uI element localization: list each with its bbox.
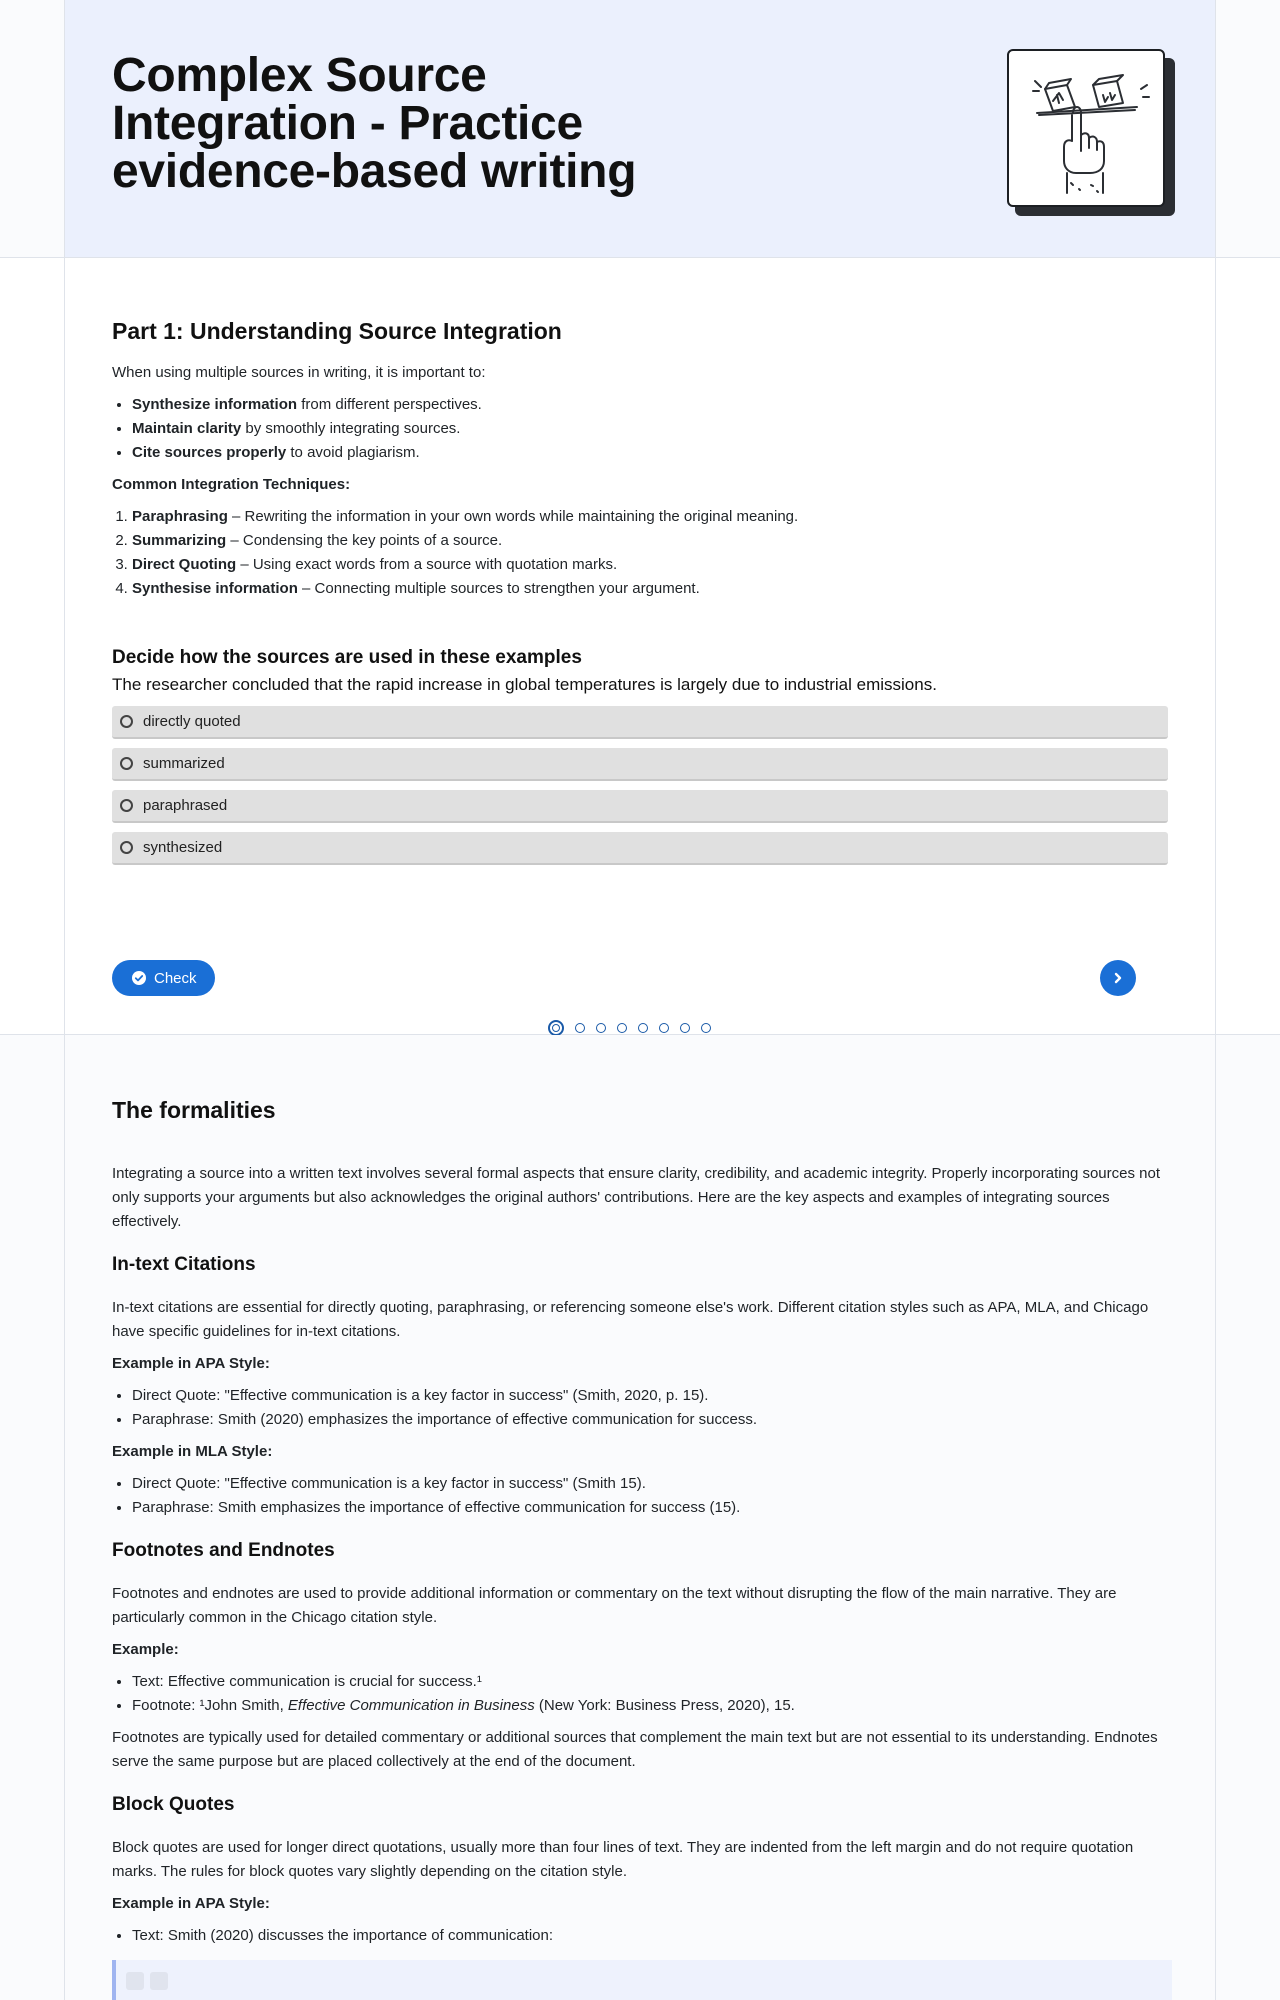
list-item: • Paraphrase: Smith (2020) emphasizes the importance of effective communication for success. <box>132 1408 1168 1432</box>
list-item: • Footnote: ¹John Smith, Effective Communication in Business (New York: Business Press, 2020), 15. <box>132 1694 1168 1718</box>
page-dot[interactable] <box>659 1023 669 1033</box>
radio-icon[interactable] <box>120 757 133 770</box>
footnotes-example-label: Example: <box>112 1641 179 1658</box>
quiz-option[interactable]: paraphrased <box>112 790 1168 823</box>
blockquotes-heading: Block Quotes <box>112 1794 235 1815</box>
list-item: • Direct Quote: "Effective communication is a key factor in success" (Smith, 2020, p. 15). <box>132 1384 1168 1408</box>
part1-content <box>112 318 1168 987</box>
list-item: • Text: Effective communication is crucial for success.¹ <box>132 1670 1168 1694</box>
blockquotes-text: Block quotes are used for longer direct quotations, usually more than four lines of text. They are indented from the left margin and do not require quotation marks. The rules for block quotes vary slightly depending on the citation style. <box>112 1839 1134 1880</box>
left-rail <box>64 0 65 2000</box>
page-dot[interactable] <box>596 1023 606 1033</box>
list-item: • Paraphrase: Smith emphasizes the importance of effective communication for success (15). <box>132 1496 1168 1520</box>
list-item: • Text: Smith (2020) discusses the importance of communication: <box>132 1924 1168 1948</box>
radio-icon[interactable] <box>120 715 133 728</box>
blockquotes-list <box>112 1924 1168 1948</box>
mla-label: Example in MLA Style: <box>112 1443 273 1460</box>
list-item: 2. Summarizing – Condensing the key points of a source. <box>132 529 1168 553</box>
pagination-dots <box>548 1020 711 1036</box>
list-item: 1. Paraphrasing – Rewriting the information in your own words while maintaining the original meaning. <box>132 505 1168 529</box>
page-title: Complex Source Integration - Practice evidence-based writing <box>112 49 637 198</box>
formalities-heading: The formalities <box>112 1097 276 1123</box>
quiz-option[interactable]: synthesized <box>112 832 1168 865</box>
check-button-label: Check <box>154 969 197 987</box>
right-rail <box>1215 0 1216 2000</box>
techniques-list <box>112 505 1168 601</box>
apa-label: Example in APA Style: <box>112 1355 270 1372</box>
quiz-options <box>112 706 1168 865</box>
footnotes-text: Footnotes and endnotes are used to provide additional information or commentary on the text without disrupting the flow of the main narrative. They are particularly common in the Chicago citation style. <box>112 1585 1117 1626</box>
check-circle-icon <box>132 971 146 985</box>
list-item: • Direct Quote: "Effective communication is a key factor in success" (Smith 15). <box>132 1472 1168 1496</box>
page-dot[interactable] <box>548 1020 564 1036</box>
quiz-option[interactable]: summarized <box>112 748 1168 781</box>
block-quote-placeholder <box>150 1972 168 1990</box>
page-dot[interactable] <box>638 1023 648 1033</box>
list-item: • Synthesize information from different perspectives. <box>132 393 1168 417</box>
intext-text: In-text citations are essential for directly quoting, paraphrasing, or referencing someone else's work. Different citation styles such as APA, MLA, and Chicago have specific guidelines for in-text citations. <box>112 1299 1149 1340</box>
radio-icon[interactable] <box>120 841 133 854</box>
block-quote-wrapper <box>112 1960 1168 2000</box>
block-quote-placeholder <box>126 1972 144 1990</box>
page-dot[interactable] <box>701 1023 711 1033</box>
formalities-intro: Integrating a source into a written text involves several formal aspects that ensure clarity, credibility, and academic integrity. Properly incorporating sources not only supports your arguments but also acknowledges the original authors' contributions. Here are the key aspects and examples of integrating sources effectively. <box>112 1165 1160 1230</box>
radio-icon[interactable] <box>120 799 133 812</box>
mla-list <box>112 1472 1168 1520</box>
footnotes-heading: Footnotes and Endnotes <box>112 1540 335 1561</box>
list-item: 4. Synthesise information – Connecting multiple sources to strengthen your argument. <box>132 577 1168 601</box>
footnotes-after: Footnotes are typically used for detailed commentary or additional sources that complement the main text but are not essential to its understanding. Endnotes serve the same purpose but are placed collectively at the end of the document. <box>112 1729 1158 1770</box>
formalities-content <box>112 1097 1168 2000</box>
part1-bullets <box>112 393 1168 465</box>
intext-heading: In-text Citations <box>112 1254 256 1275</box>
footnotes-list <box>112 1670 1168 1718</box>
chevron-right-icon <box>1111 971 1125 985</box>
part1-heading: Part 1: Understanding Source Integration <box>112 318 562 344</box>
hand-balancing-boxes-icon <box>1009 51 1163 205</box>
formalities-section <box>0 1035 1280 2000</box>
list-item: • Cite sources properly to avoid plagiarism. <box>132 441 1168 465</box>
check-button[interactable] <box>112 960 215 996</box>
blockquote-apa-label: Example in APA Style: <box>112 1895 270 1912</box>
part1-section <box>0 258 1280 1035</box>
next-button[interactable] <box>1100 960 1136 996</box>
page-dot[interactable] <box>617 1023 627 1033</box>
list-item: 3. Direct Quoting – Using exact words from a source with quotation marks. <box>132 553 1168 577</box>
page-dot[interactable] <box>680 1023 690 1033</box>
techniques-label: Common Integration Techniques: <box>112 476 351 493</box>
quiz-question: The researcher concluded that the rapid increase in global temperatures is largely due to industrial emissions. <box>112 675 937 694</box>
quiz-heading: Decide how the sources are used in these examples <box>112 647 582 668</box>
apa-list <box>112 1384 1168 1432</box>
hero-image <box>1007 49 1165 207</box>
quiz-option[interactable]: directly quoted <box>112 706 1168 739</box>
hero-banner <box>0 0 1280 258</box>
list-item: • Maintain clarity by smoothly integrating sources. <box>132 417 1168 441</box>
page-dot[interactable] <box>575 1023 585 1033</box>
part1-intro: When using multiple sources in writing, it is important to: <box>112 364 486 381</box>
block-quote <box>112 1960 1172 2000</box>
